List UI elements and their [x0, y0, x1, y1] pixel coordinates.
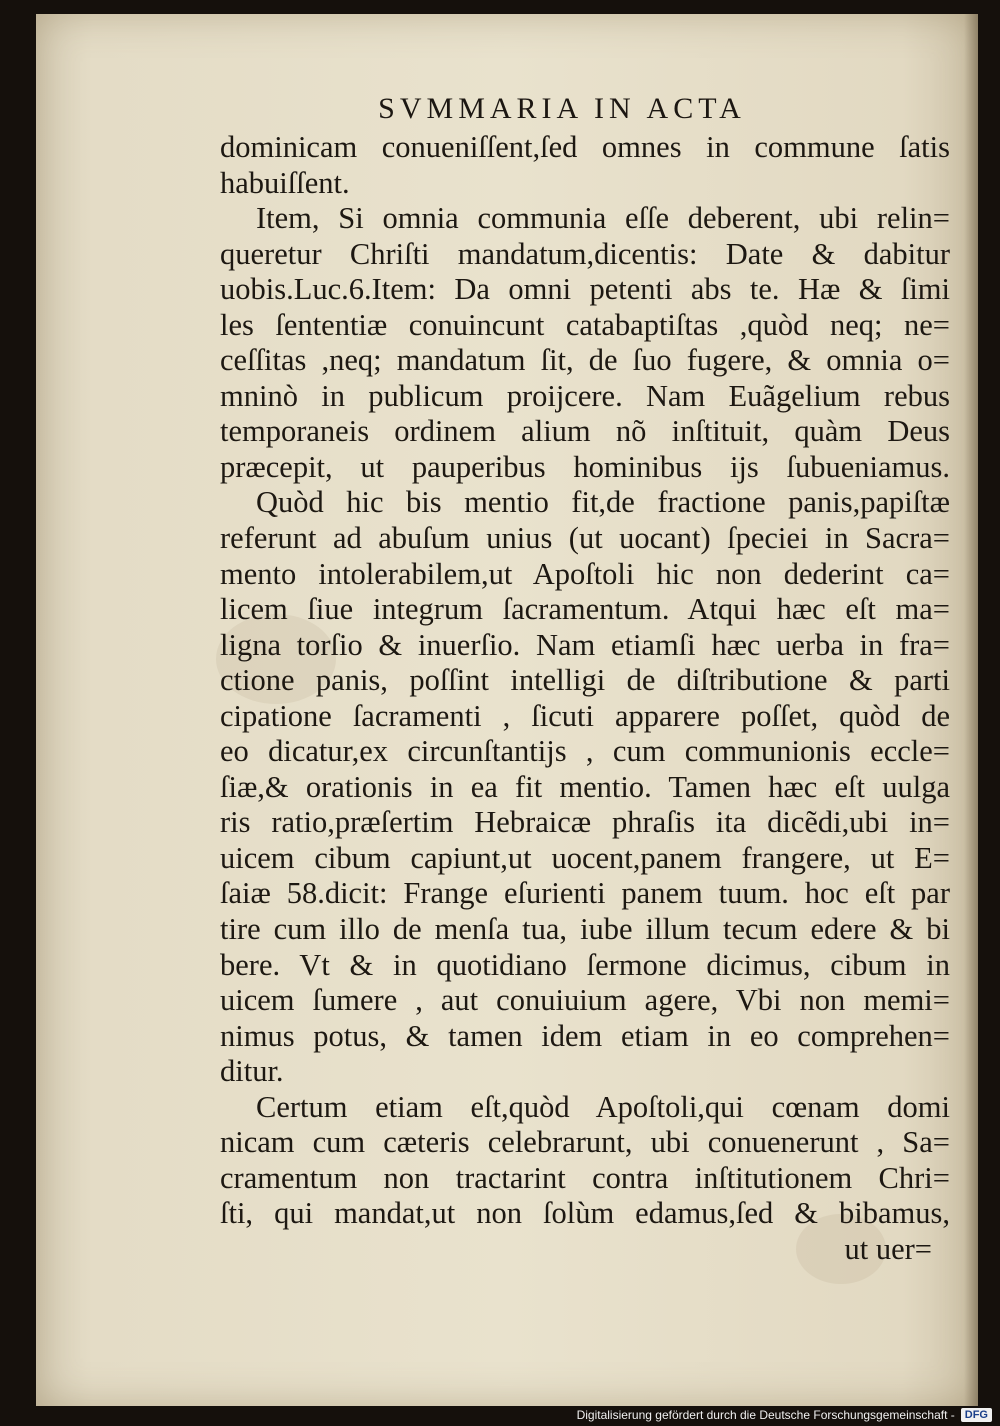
dfg-logo: DFG [961, 1408, 992, 1422]
text-line: uicem ſumere , aut conuiuium agere, Vbi non memi= [220, 983, 950, 1018]
text-line: mento intolerabilem,ut Apoſtoli hic non dederint ca= [220, 556, 950, 591]
text-line: nimus potus, & tamen idem etiam in eo comprehen= [220, 1018, 950, 1053]
text-line: Quòd hic bis mentio fit,de fractione panis,papiſtæ [256, 485, 950, 520]
text-line: mninò in publicum proijcere. Nam Euãgelium rebus [220, 378, 950, 413]
digitization-credit [577, 1408, 992, 1422]
text-line: uicem cibum capiunt,ut uocent,panem frangere, ut E= [220, 840, 950, 875]
text-line: ligna torſio & inuerſio. Nam etiamſi hæc uerba in fra= [220, 627, 950, 662]
catchword: ut uer= [844, 1231, 932, 1266]
text-line: eo dicatur,ex circunſtantijs , cum communionis eccle= [220, 734, 950, 769]
text-line: bere. Vt & in quotidiano ſermone dicimus, cibum in [220, 947, 950, 982]
credit-text: Digitalisierung gefördert durch die Deutsche Forschungsgemeinschaft - [576, 1408, 955, 1422]
text-line: dominicam conueniſſent,ſed omnes in commune ſatis [220, 130, 950, 164]
text-line: Item, Si omnia communia eſſe deberent, ubi relin= [256, 201, 950, 236]
text-line: nicam cum cæteris celebrarunt, ubi conuenerunt , Sa= [220, 1125, 950, 1160]
text-line: habuiſſent. [220, 165, 350, 200]
text-line: ſti, qui mandat,ut non ſolùm edamus,ſed & bibamus, [220, 1196, 950, 1231]
text-line: temporaneis ordinem alium nõ inſtituit, quàm Deus [220, 414, 950, 449]
text-line: licem ſiue integrum ſacramentum. Atqui hæc eſt ma= [220, 592, 950, 627]
text-line: ris ratio,præſertim Hebraicæ phraſis ita dicẽdi,ubi in= [220, 805, 950, 840]
text-line: les ſententiæ conuincunt catabaptiſtas ,quòd neq; ne= [220, 307, 950, 342]
text-line: uobis.Luc.6.Item: Da omni petenti abs te. Hæ & ſimi [220, 272, 950, 307]
text-line: tire cum illo de menſa tua, iube illum tecum edere & bi [220, 912, 950, 947]
text-line: cramentum non tractarint contra inſtitutionem Chri= [220, 1160, 950, 1195]
text-line: ctione panis, poſſint intelligi de diſtributione & parti [220, 663, 950, 698]
text-line: ceſſitas ,neq; mandatum ſit, de ſuo fugere, & omnia o= [220, 343, 950, 378]
body-text [220, 130, 950, 1268]
page-gutter-shadow [964, 14, 978, 1406]
text-line: queretur Chriſti mandatum,dicentis: Date & dabitur [220, 236, 950, 271]
running-head: SVMMARIA IN ACTA [378, 92, 746, 125]
text-line: cipatione ſacramenti , ſicuti apparere poſſet, quòd de [220, 698, 950, 733]
text-line: ſiæ,& orationis in ea fit mentio. Tamen hæc eſt uulga [220, 769, 950, 804]
text-line: Certum etiam eſt,quòd Apoſtoli,qui cœnam domi [256, 1089, 950, 1124]
text-line: ſaiæ 58.dicit: Frange eſurienti panem tuum. hoc eſt par [220, 876, 950, 911]
text-line: ditur. [220, 1054, 284, 1089]
text-line: præcepit, ut pauperibus hominibus ijs ſubueniamus. [220, 449, 950, 484]
text-line: referunt ad abuſum unius (ut uocant) ſpeciei in Sacra= [220, 521, 950, 556]
